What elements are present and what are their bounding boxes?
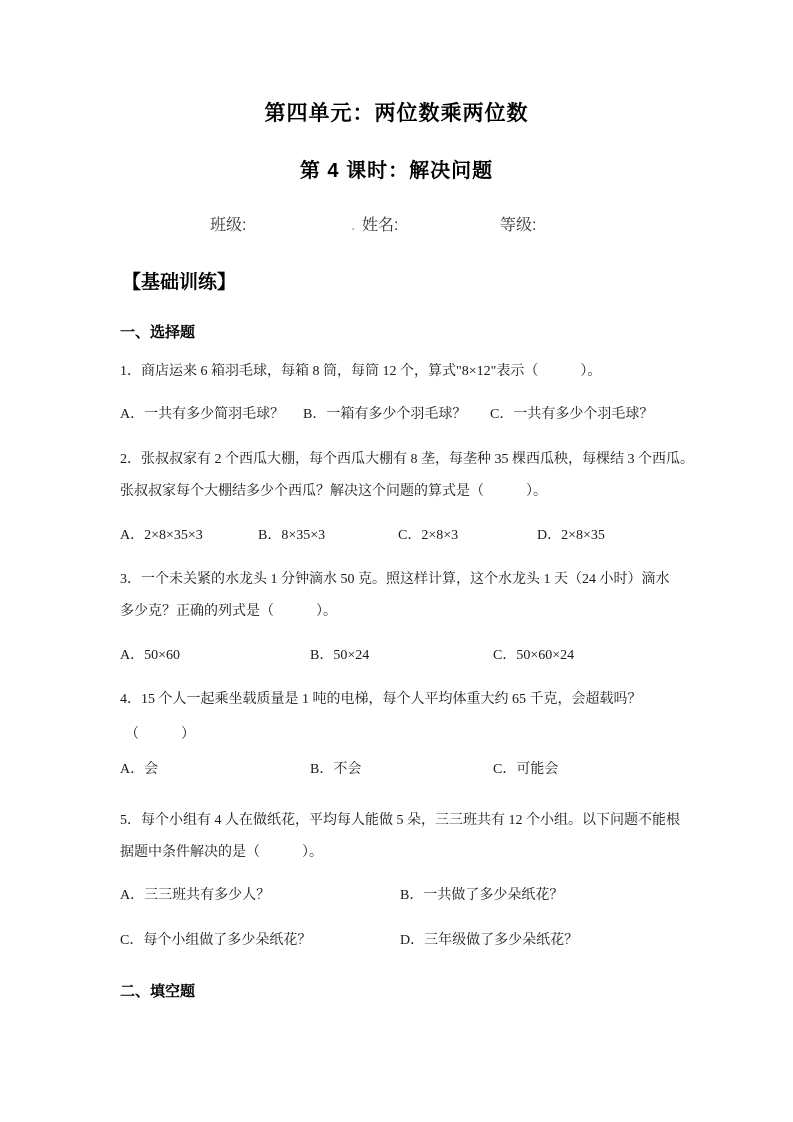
q5-option-d: D．三年级做了多少朵纸花？ — [400, 933, 579, 948]
q2-option-b: B．8×35×3 — [258, 528, 326, 543]
q5-stem-line2: 据题中条件解决的是（ ）。 — [120, 845, 323, 860]
section-1-heading: 一、选择题 — [120, 324, 196, 341]
q1-stem: 1．商店运来 6 箱羽毛球，每箱 8 筒，每筒 12 个，算式"8×12"表示（ ）。 — [120, 364, 602, 379]
name-field-label: 姓名: — [362, 217, 399, 234]
q5-stem-line1: 5．每个小组有 4 人在做纸花，平均每人能做 5 朵，三三班共有 12 个小组。以下问题不能根 — [120, 813, 680, 828]
q1-option-b: B．一箱有多少个羽毛球？ — [303, 407, 467, 422]
q4-answer-blank: （ ） — [125, 727, 195, 742]
class-field-label: 班级: — [210, 217, 247, 234]
q5-option-c: C．每个小组做了多少朵纸花？ — [120, 933, 312, 948]
q3-stem-line1: 3．一个未关紧的水龙头 1 分钟滴水 50 克。照这样计算，这个水龙头 1 天（24 小时）滴水 — [120, 572, 670, 587]
grade-field-label: 等级: — [500, 217, 537, 234]
q5-option-a: A．三三班共有多少人？ — [120, 888, 271, 903]
q3-option-c: C．50×60×24 — [493, 648, 575, 663]
lesson-subtitle: 第 4 课时：解决问题 — [299, 160, 494, 182]
q4-option-c: C．可能会 — [493, 762, 559, 777]
separator-dot: . — [351, 217, 356, 234]
q2-option-d: D．2×8×35 — [537, 528, 605, 543]
q3-option-a: A．50×60 — [120, 648, 181, 663]
q4-option-a: A．会 — [120, 762, 159, 777]
q5-option-b: B．一共做了多少朵纸花？ — [400, 888, 564, 903]
q4-stem-line1: 4．15 个人一起乘坐载质量是 1 吨的电梯，每个人平均体重大约 65 千克，会超载吗？ — [120, 692, 642, 707]
q4-option-b: B．不会 — [310, 762, 362, 777]
q2-stem-line2: 张叔叔家每个大棚结多少个西瓜？解决这个问题的算式是（ ）。 — [120, 484, 547, 499]
section-2-heading: 二、填空题 — [120, 983, 196, 1000]
q1-option-c: C．一共有多少个羽毛球？ — [490, 407, 654, 422]
q3-option-b: B．50×24 — [310, 648, 370, 663]
q3-stem-line2: 多少克？正确的列式是（ ）。 — [120, 604, 337, 619]
q2-stem-line1: 2．张叔叔家有 2 个西瓜大棚，每个西瓜大棚有 8 垄，每垄种 35 棵西瓜秧，每棵结 3 个西瓜。 — [120, 452, 694, 467]
q2-option-a: A．2×8×35×3 — [120, 528, 203, 543]
basic-training-heading: 【基础训练】 — [122, 272, 237, 293]
unit-title: 第四单元：两位数乘两位数 — [264, 102, 529, 125]
q2-option-c: C．2×8×3 — [398, 528, 459, 543]
q1-option-a: A．一共有多少简羽毛球？ — [120, 407, 285, 422]
